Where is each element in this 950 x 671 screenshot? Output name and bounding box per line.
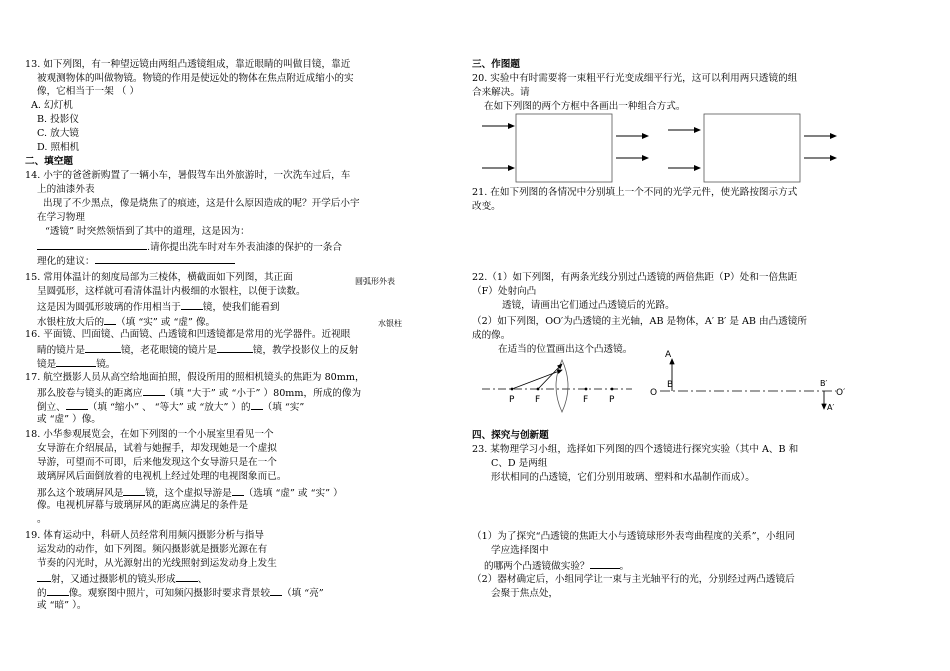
label-f-right: F (583, 395, 589, 405)
q15-figure-label-mercury: 水银柱 (378, 319, 402, 328)
incident-ray (538, 364, 562, 389)
label-b: B (667, 380, 674, 390)
q18-line-4: 玻璃屏风后面倒放着的电视机上经过处理的电视图象而已。 (37, 471, 287, 482)
section-drawing-heading: 三、作图题 (472, 59, 520, 70)
q22-figure-object-image (646, 345, 846, 415)
point-f-left (537, 388, 540, 391)
q14-line-2: 上的油漆外表 (37, 184, 95, 195)
q13-option-c: C. 放大镜 (37, 128, 79, 139)
label-a: A (665, 350, 672, 360)
answer-blank[interactable] (66, 400, 88, 410)
answer-blank[interactable] (123, 486, 145, 496)
q13-line-3: 像，它相当于一架 （ ） (37, 86, 140, 97)
q18-line-7: 。 (37, 514, 47, 525)
answer-blank[interactable] (47, 586, 69, 596)
q22-line-2: （F）处射向凸 (472, 286, 537, 297)
q14-line-5: “透镜” 时突然领悟到了其中的道理，这是因为： (45, 226, 250, 237)
q22-line-4: （2）如下列图，OO′为凸透镜的主光轴，AB 是物体，A′ B′ 是 AB 由凸透镜所 (472, 316, 807, 327)
point-p-right (611, 388, 614, 391)
label-b-prime: B′ (820, 379, 828, 388)
label-a-prime: A′ (827, 403, 835, 412)
q19-line-2: 运发动的动作，如下列图。频闪摄影就是摄影光源在有 (37, 544, 268, 555)
q19-line-4: 射，又通过摄影机的镜头形成 、 (37, 572, 207, 586)
q13-option-a: A. 幻灯机 (31, 100, 73, 111)
q14-line-4: 在学习物理 (37, 212, 85, 223)
q22-line-1: 22.（1）如下列图，有两条光线分别过凸透镜的两倍焦距（P）处和一倍焦距 (472, 272, 798, 283)
label-o: O (650, 388, 658, 398)
answer-blank[interactable] (181, 300, 203, 310)
q19-line-3: 节奏的闪光时，从光源射出的光线照射到运发动身上发生 (37, 558, 277, 569)
q23-sub1-line-3: 的哪两个凸透镜做实验？ 。 (484, 561, 630, 572)
answer-blank[interactable] (590, 559, 620, 569)
q20-line-2: 合来解决。请 (472, 87, 530, 98)
q18-line-2: 女导游在介绍展品，试着与她握手，却发现她是一个虚拟 (37, 443, 277, 454)
q18-line-5: 那么这个玻璃屏风是 镜，这个虚拟导游是 （选填 “虚” 或 “实” ） (37, 488, 343, 499)
q17-line-3: 倒立、 （填 “缩小” 、 “等大” 或 “放大” ）的 （填 “实” (37, 402, 305, 413)
lens-box-2[interactable] (704, 114, 800, 182)
q17-line-4: 或 “虚” ）像。 (37, 414, 101, 425)
q23-sub1-line-2: 学应选择图中 (491, 545, 549, 556)
incident-ray (512, 370, 562, 389)
answer-blank[interactable] (232, 486, 244, 496)
label-p-left: P (509, 395, 515, 405)
q22-line-6: 在适当的位置画出这个凸透镜。 (498, 344, 633, 355)
answer-blank[interactable] (95, 254, 235, 264)
label-o-prime: O′ (836, 388, 846, 398)
answer-blank[interactable] (217, 343, 253, 353)
q15-line-4: 水银柱放大后的 （填 “实” 或 “虚” 像。 (37, 317, 216, 328)
section-inquiry-heading: 四、探究与创新题 (472, 430, 549, 441)
q18-line-1: 18. 小华参观展览会，在如下列图的一个小展室里看见一个 (25, 429, 274, 440)
q15-figure-label-arc: 圆弧形外表 (355, 277, 395, 286)
q22-line-5: 成的像。 (472, 330, 511, 341)
q20-line-1: 20. 实验中有时需要将一束粗平行光变成细平行光，这可以利用两只透镜的组 (472, 73, 798, 84)
q13-option-d: D. 照相机 (37, 142, 80, 153)
q23-sub1-line-1: （1）为了探究“凸透镜的焦距大小与透镜球形外表弯曲程度的关系”，小组同 (472, 531, 795, 542)
answer-blank[interactable] (176, 572, 198, 582)
q18-line-3: 导游，可望而不可即，后来他发现这个女导游只是在一个 (37, 457, 277, 468)
answer-blank[interactable] (104, 315, 116, 325)
answer-blank[interactable] (56, 357, 96, 367)
answer-blank[interactable] (37, 572, 51, 582)
q15-line-3: 这是因为圆弧形玻璃的作用相当于 镜，使我们能看到 (37, 302, 280, 313)
q23-line-1: 23. 某物理学习小组，选择如下列图的四个透镜进行探究实验（其中 A、B 和 (472, 444, 799, 455)
q19-line-6: 或 “暗” ）。 (37, 600, 87, 611)
q15-line-1: 15. 常用体温计的刻度局部为三棱体，横截面如下列图，其正面 (25, 272, 293, 283)
q22-line-3: 透镜，请画出它们通过凸透镜后的光路。 (502, 300, 675, 311)
q23-line-2: C、D 是两组 (491, 458, 548, 469)
point-f-right (585, 388, 588, 391)
q16-line-2: 睛的镜片是 镜，老花眼镜的镜片是 镜，教学投影仪上的反射 (37, 345, 359, 356)
q22-figure-lens-rays (480, 356, 640, 406)
q23-sub2-line-1: （2）器材确定后，小组同学让一束与主光轴平行的光，分别经过两凸透镜后 (472, 574, 795, 585)
q21-line-2: 改变。 (472, 201, 501, 212)
q13-option-b: B. 投影仪 (37, 114, 79, 125)
q20-figure (480, 112, 850, 187)
q13-line-2: 被观测物体的叫做物镜。物镜的作用是使远处的物体在焦点附近成缩小的实 (37, 73, 354, 84)
q17-line-2: 那么胶卷与镜头的距离应 （填 “大于” 或 “小于” ）80mm，所成的像为 (37, 388, 362, 399)
q16-line-1: 16. 平面镜、凹面镜、凸面镜、凸透镜和凹透镜都是常用的光学器件。近视眼 (25, 329, 351, 340)
q13-line-1: 13. 如下列图，有一种望远镜由两组凸透镜组成，靠近眼睛的叫做目镜，靠近 (25, 59, 351, 70)
q14-line-6: .请你提出洗车时对车外表油漆的保护的一条合 (37, 240, 342, 254)
q14-line-1: 14. 小宇的爸爸新购置了一辆小车，暑假驾车出外旅游时，一次洗车过后，车 (25, 170, 351, 181)
label-f-left: F (535, 395, 541, 405)
answer-blank[interactable] (37, 240, 147, 250)
q16-line-3: 镜是 镜。 (37, 359, 116, 370)
q20-line-3: 在如下列图的两个方框中各画出一种组合方式。 (484, 101, 686, 112)
answer-blank[interactable] (85, 343, 121, 353)
q21-line-1: 21. 在如下列图的各情况中分别填上一个不同的光学元件，使光路按图示方式 (472, 187, 798, 198)
q14-line-7: 理化的建议： (37, 254, 235, 268)
q19-line-5: 的 像。观察图中照片，可知频闪摄影时要求背景较 （填 “亮” (37, 588, 324, 599)
answer-blank[interactable] (143, 386, 165, 396)
answer-blank[interactable] (251, 400, 263, 410)
q23-sub2-line-2: 会聚于焦点处， (491, 588, 559, 599)
lens-box-1[interactable] (516, 114, 612, 182)
q19-line-1: 19. 体育运动中，科研人员经常利用频闪摄影分析与指导 (25, 530, 264, 541)
section-fill-in-heading: 二、填空题 (25, 156, 73, 167)
q15-line-2: 呈圆弧形，这样就可看清体温计内极细的水银柱，以便于读数。 (37, 286, 306, 297)
answer-blank[interactable] (270, 586, 282, 596)
point-p-left (511, 388, 514, 391)
label-p-right: P (609, 395, 615, 405)
q23-line-3: 形状相同的凸透镜，它们分别用玻璃、塑料和水晶制作而成）。 (491, 472, 755, 483)
q17-line-1: 17. 航空摄影人员从高空给地面拍照，假设所用的照相机镜头的焦距为 80mm， (25, 372, 365, 383)
q14-line-3: 出现了不少黑点，像是烧焦了的痕迹，这是什么原因造成的呢？开学后小宇 (43, 198, 360, 209)
q18-line-6: 像。电视机屏幕与玻璃屏风的距离应满足的条件是 (37, 500, 249, 511)
